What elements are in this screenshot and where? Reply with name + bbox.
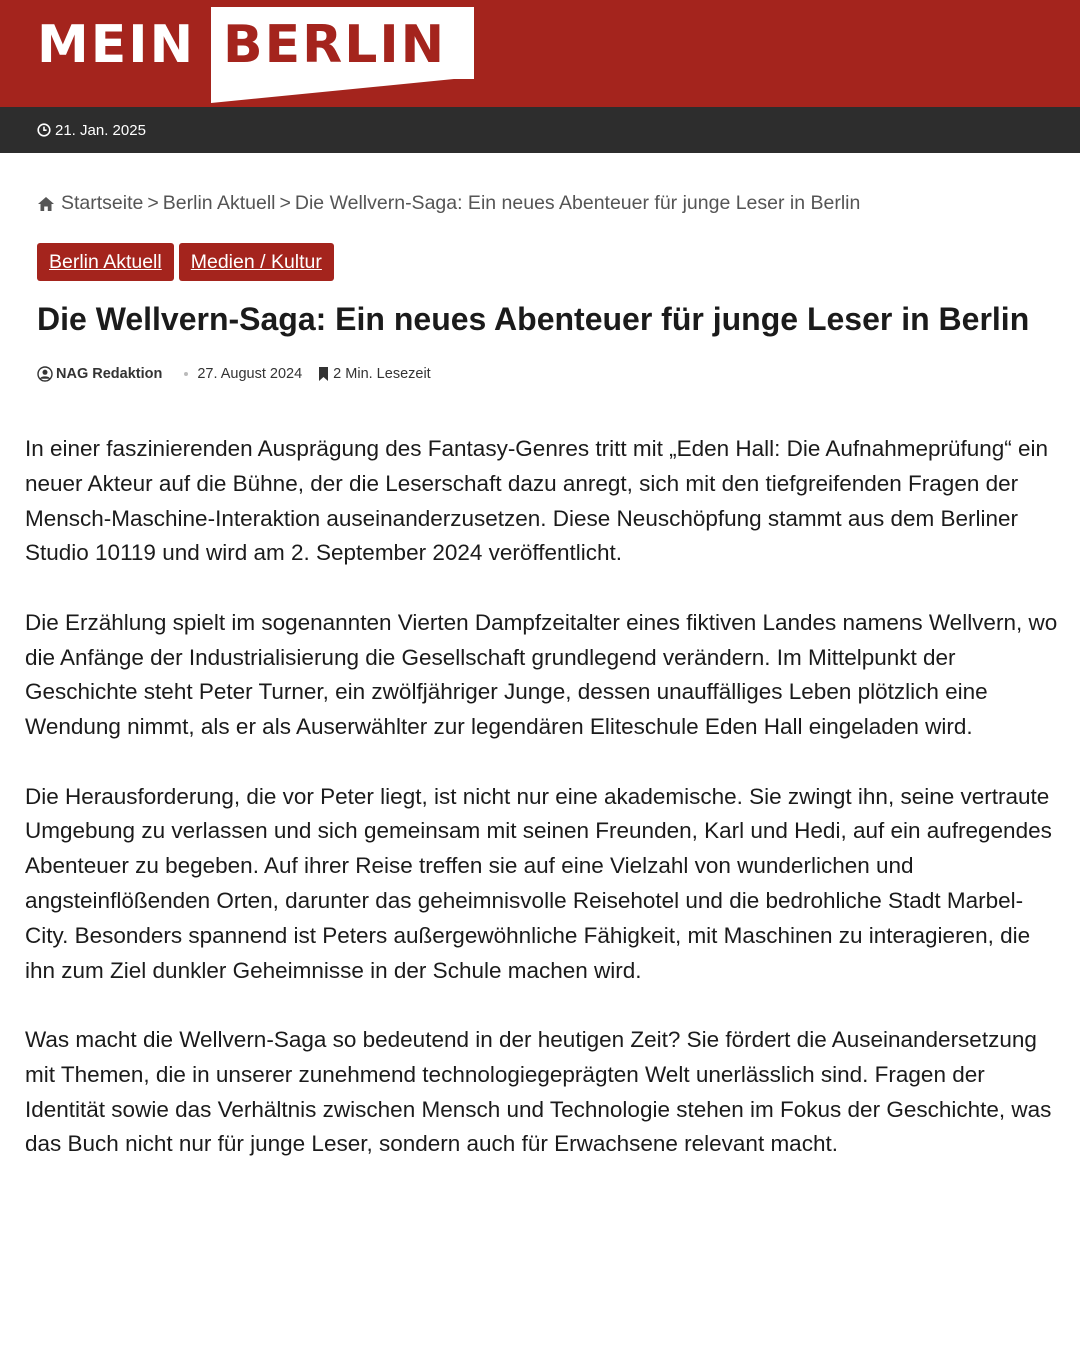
article-author[interactable] [37, 366, 162, 382]
user-circle-icon [37, 366, 53, 382]
logo-text-mein: MEIN [37, 15, 196, 75]
article-body [25, 432, 1065, 1197]
tag-medien-kultur[interactable]: Medien / Kultur [179, 243, 334, 281]
date-bar [0, 107, 1080, 153]
bookmark-icon [318, 367, 329, 381]
site-header [0, 0, 1080, 107]
reading-time [318, 366, 431, 382]
article-paragraph: Was macht die Wellvern-Saga so bedeutend in der heutigen Zeit? Sie fördert die Auseinandersetzung mit Themen, die in unserer zunehmend technologiegeprägten Welt unerlässlich sind. Fragen der Identität sowie das Verhältnis zwischen Mensch und Technologie stehen im Fokus der Geschichte, was das Buch nicht nur für junge Leser, sondern auch für Erwachsene relevant macht. [25, 1026, 1052, 1157]
article-title: Die Wellvern-Saga: Ein neues Abenteuer für junge Leser in Berlin [37, 301, 1030, 337]
breadcrumb-current: Die Wellvern-Saga: Ein neues Abenteuer für junge Leser in Berlin [294, 192, 861, 214]
current-date: 21. Jan. 2025 [55, 121, 146, 139]
breadcrumb-separator: > [147, 192, 159, 214]
article-meta [37, 366, 431, 382]
breadcrumb [37, 192, 860, 215]
reading-time-text: 2 Min. Lesezeit [333, 366, 431, 382]
article-paragraph: In einer faszinierenden Ausprägung des Fantasy-Genres tritt mit „Eden Hall: Die Aufnahmeprüfung“ ein neuer Akteur auf die Bühne, der die Leserschaft dazu anregt, sich mit den tiefgreifenden Fragen der Mensch-Maschine-Interaktion auseinanderzusetzen. Diese Neuschöpfung stammt aus dem Berliner Studio 10119 und wird am 2. September 2024 veröffentlicht. [25, 436, 1049, 566]
article-paragraph: Die Erzählung spielt im sogenannten Vierten Dampfzeitalter eines fiktiven Landes namens Wellvern, wo die Anfänge der Industrialisierung die Gesellschaft grundlegend verändern. Im Mittelpunkt der Geschichte steht Peter Turner, ein zwölfjähriger Junge, dessen unauffälliges Leben plötzlich eine Wendung nimmt, als er als Auserwählter zur legendären Eliteschule Eden Hall eingeladen wird. [25, 609, 1058, 740]
tag-berlin-aktuell[interactable]: Berlin Aktuell [37, 243, 174, 281]
logo-text-berlin: BERLIN [223, 15, 447, 75]
logo-speech-tail [211, 77, 474, 103]
clock-icon [37, 123, 51, 137]
breadcrumb-category[interactable]: Berlin Aktuell [162, 192, 276, 214]
meta-dot-separator [184, 372, 188, 376]
breadcrumb-home[interactable]: Startseite [61, 192, 144, 214]
category-tags [37, 243, 334, 281]
home-icon[interactable] [37, 196, 55, 212]
article-paragraph: Die Herausforderung, die vor Peter liegt, ist nicht nur eine akademische. Sie zwingt ihn, seine vertraute Umgebung zu verlassen und sich gemeinsam mit seinen Freunden, Karl und Hedi, auf ein aufregendes Abenteuer zu begeben. Auf ihrer Reise treffen sie auf eine Vielzahl von wunderlichen und angsteinflößenden Orten, darunter das geheimnisvolle Reisehotel und die bedrohliche Stadt Marbel-City. Besonders spannend ist Peters außergewöhnliche Fähigkeit, mit Maschinen zu interagieren, die ihn zum Ziel dunkler Geheimnisse in der Schule machen wird. [25, 783, 1052, 983]
breadcrumb-separator: > [279, 192, 291, 214]
author-name: NAG Redaktion [56, 366, 163, 382]
publish-date: 27. August 2024 [197, 366, 303, 382]
